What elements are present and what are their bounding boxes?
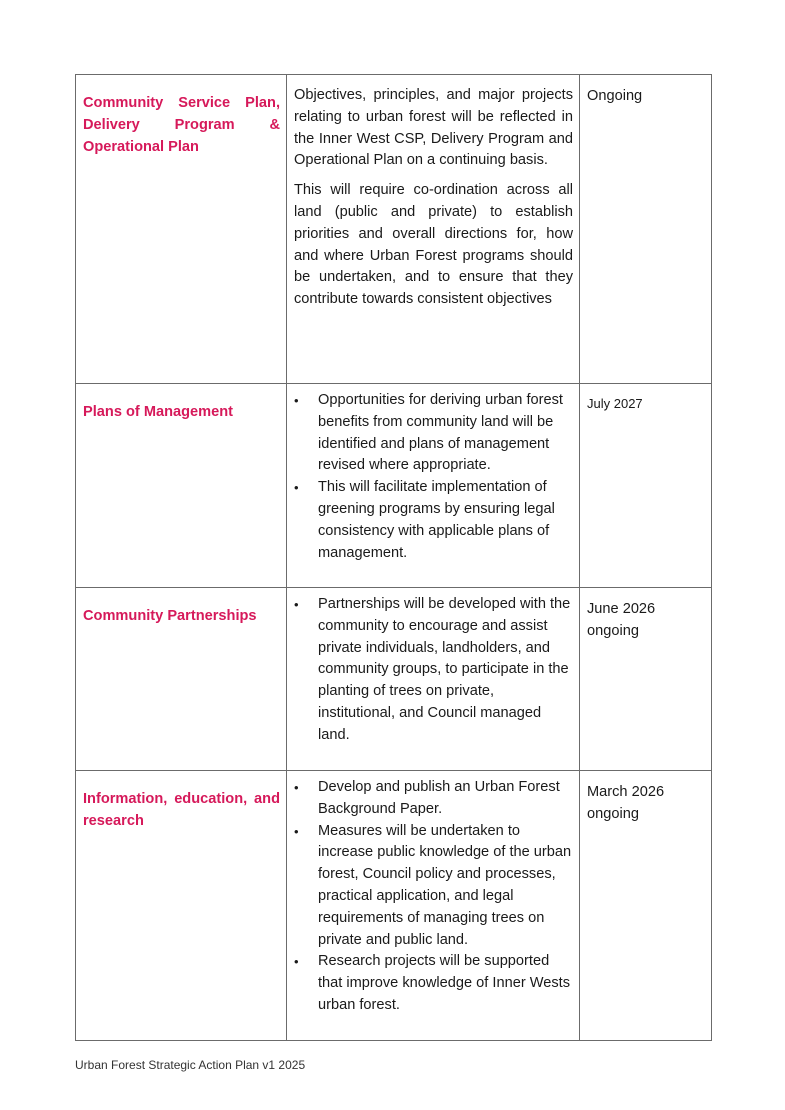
- action-plan-table: [75, 74, 712, 1041]
- row-title: Community Partnerships: [83, 608, 257, 624]
- topic-cell: [76, 75, 287, 384]
- timing-cell: [580, 384, 712, 588]
- topic-cell: [76, 771, 287, 1041]
- bullet-list: [287, 771, 579, 1017]
- row-title: Plans of Management: [83, 404, 234, 420]
- table-row: [76, 384, 712, 588]
- timing-text: July 2027: [587, 396, 643, 411]
- list-item: • This will facilitate implementation of greening programs by ensuring legal consistency with applicable plans of management.: [287, 477, 573, 564]
- description-paragraph: This will require co-ordination across all land (public and private) to establish priorities and overall directions for, how and where Urban Forest programs should be undertaken, and to ensure that they contribute towards consistent objectives: [294, 182, 573, 308]
- list-item: • Research projects will be supported that improve knowledge of Inner Wests urban forest.: [287, 951, 573, 1016]
- topic-cell: [76, 384, 287, 588]
- topic-cell: [76, 588, 287, 771]
- table-row: [76, 771, 712, 1041]
- table-row: [76, 75, 712, 384]
- row-title: Community Service Plan, Delivery Program & Operational Plan: [83, 95, 280, 155]
- timing-cell: [580, 75, 712, 384]
- description-cell: [287, 384, 580, 588]
- description-cell: [287, 588, 580, 771]
- description-cell: [287, 75, 580, 384]
- list-item: • Develop and publish an Urban Forest Background Paper.: [287, 777, 573, 821]
- timing-text: [580, 588, 711, 642]
- page-footer: Urban Forest Strategic Action Plan v1 2025: [75, 1058, 306, 1072]
- description-cell: [287, 771, 580, 1041]
- timing-line: ongoing: [587, 806, 639, 822]
- row-title: Information, education, and research: [83, 791, 280, 829]
- timing-text: [580, 771, 711, 825]
- timing-cell: [580, 588, 712, 771]
- list-item: • Opportunities for deriving urban forest benefits from community land will be identified and plans of management revised where appropriate.: [287, 390, 573, 477]
- bullet-list: [287, 384, 579, 564]
- bullet-list: [287, 588, 579, 747]
- timing-line: March 2026: [587, 784, 665, 800]
- description-paragraph: Objectives, principles, and major projects relating to urban forest will be reflected in the Inner West CSP, Delivery Program and Operational Plan on a continuing basis.: [294, 87, 573, 169]
- timing-cell: [580, 771, 712, 1041]
- list-item: • Partnerships will be developed with the community to encourage and assist private individuals, landholders, and community groups, to participate in the planting of trees on private, institutional, and Council managed land.: [287, 594, 573, 747]
- table-row: [76, 588, 712, 771]
- timing-line: June 2026: [587, 601, 656, 617]
- list-item: • Measures will be undertaken to increase public knowledge of the urban forest, Council policy and processes, practical application, and legal requirements of managing trees on private and public land.: [287, 821, 573, 952]
- timing-line: ongoing: [587, 623, 639, 639]
- timing-text: Ongoing: [587, 88, 643, 104]
